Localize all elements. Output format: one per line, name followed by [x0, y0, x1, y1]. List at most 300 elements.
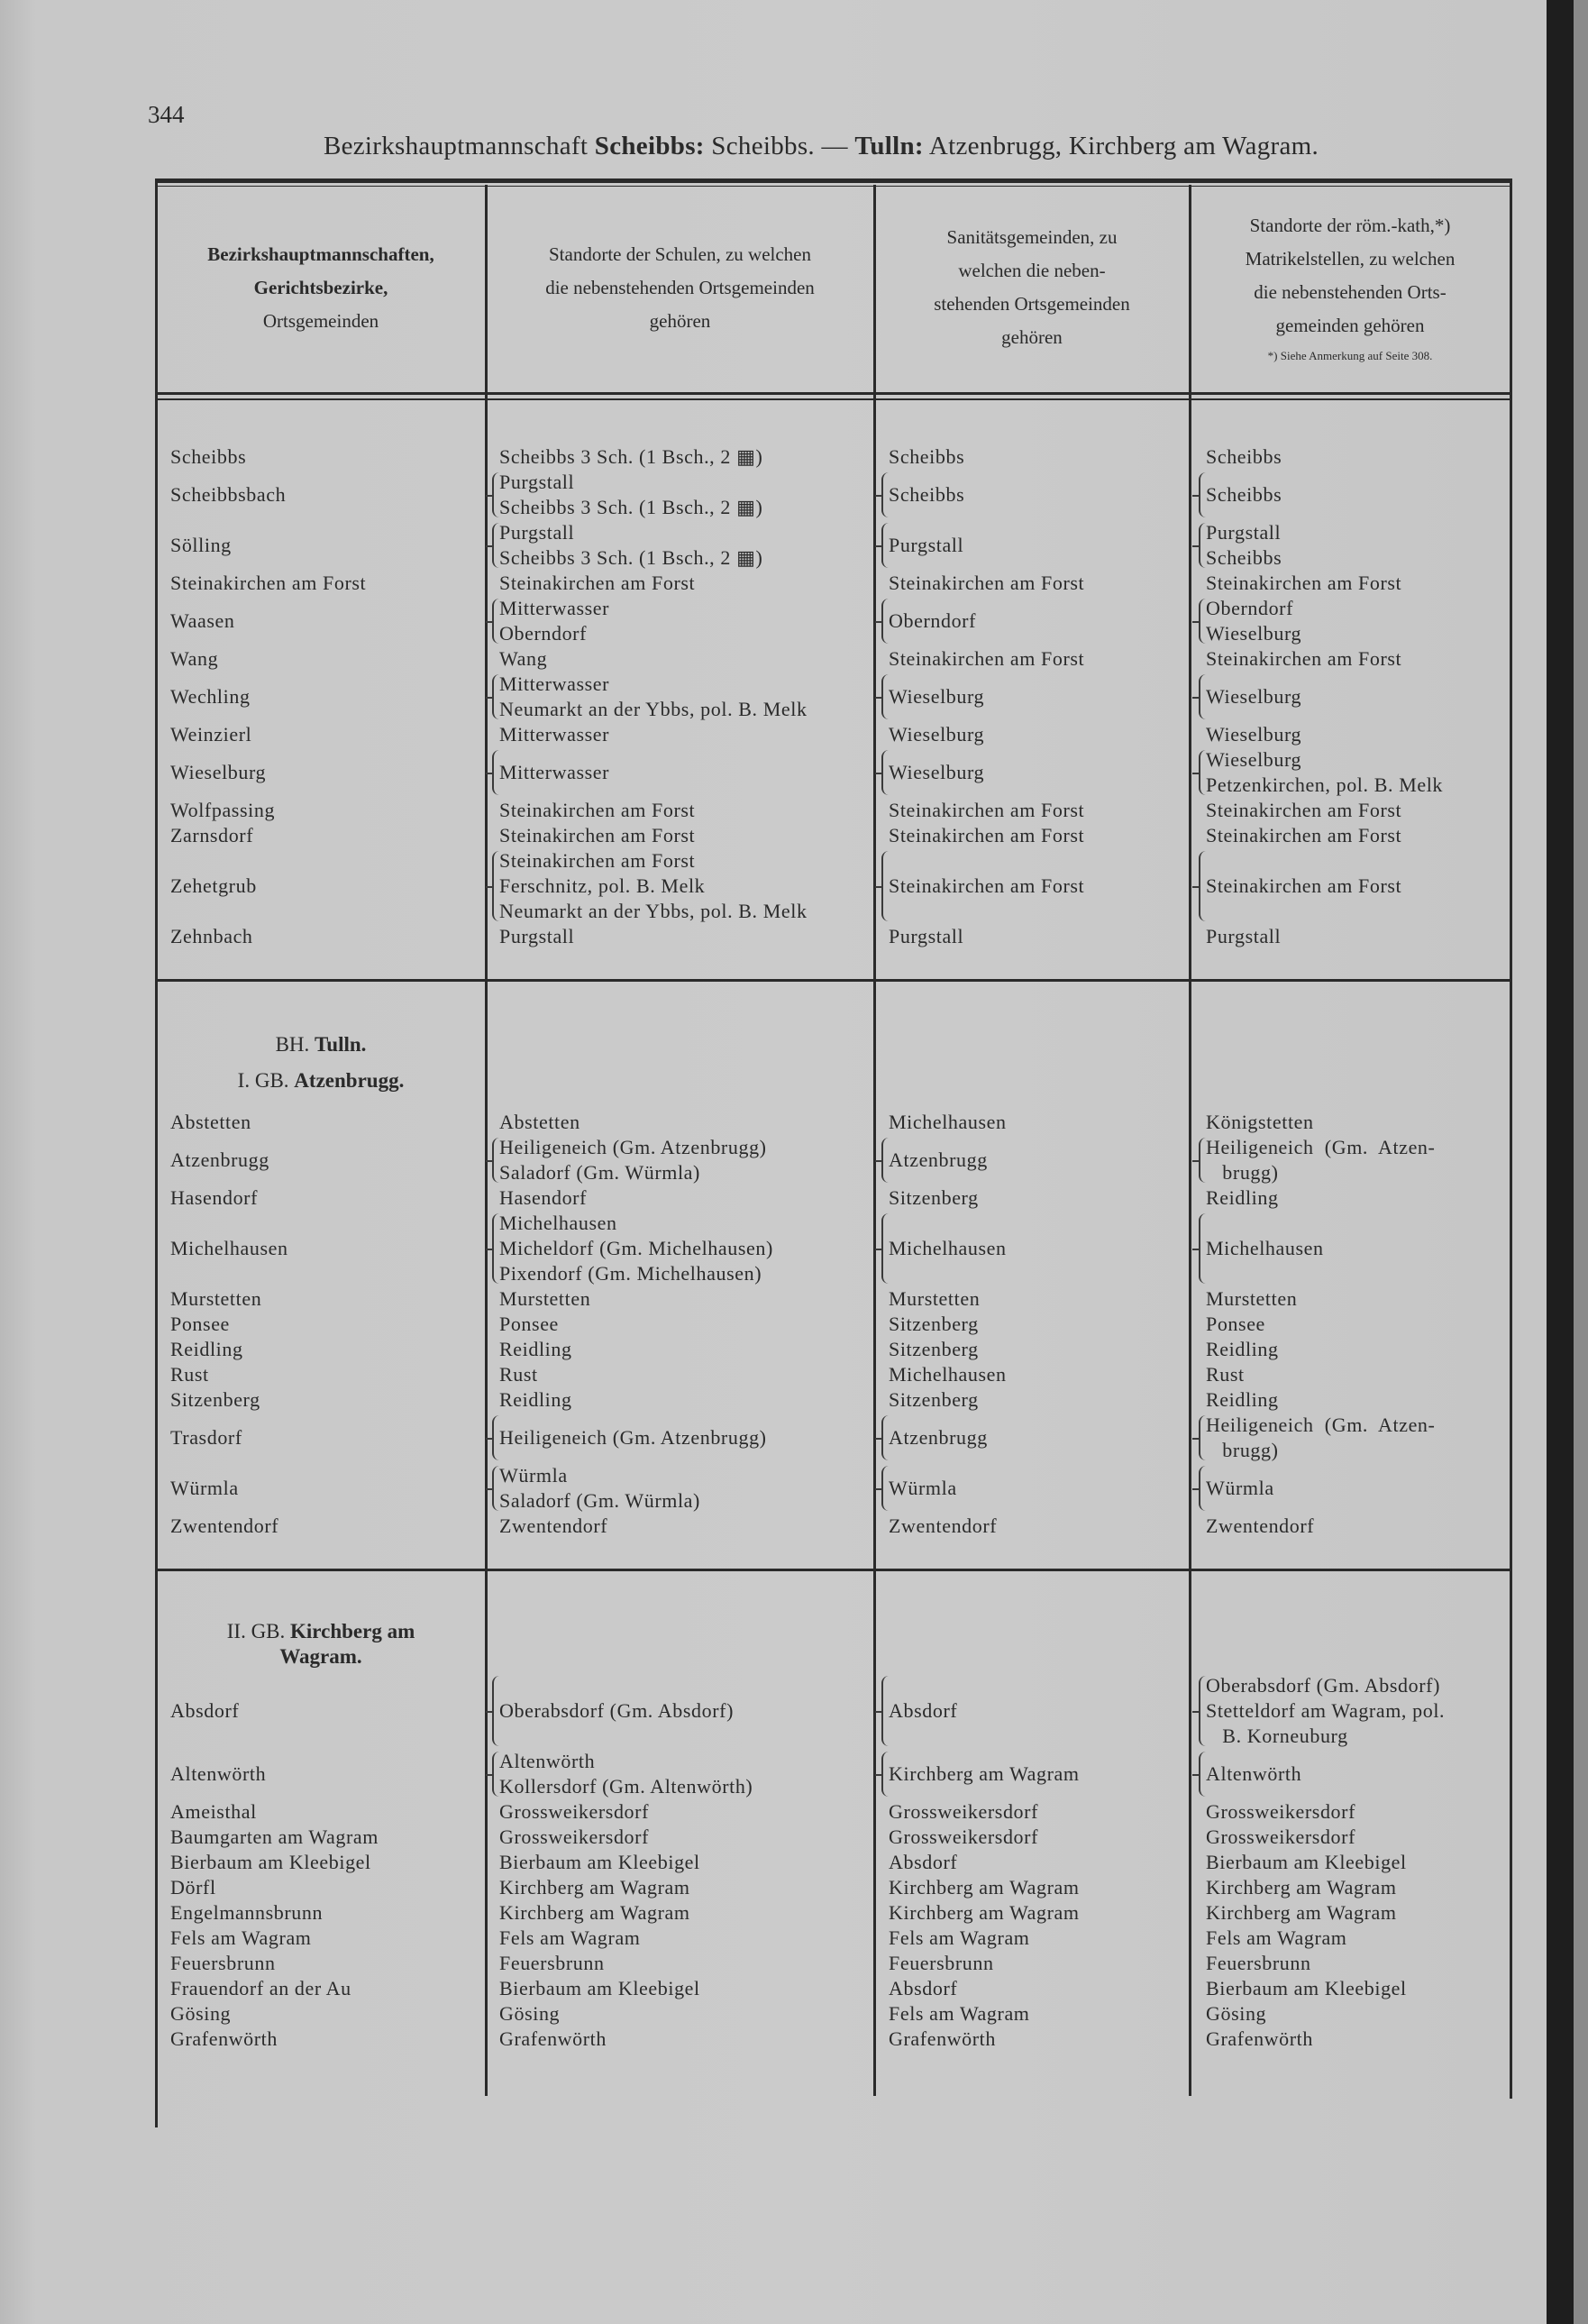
cell-ortsgemeinde	[170, 1185, 258, 1211]
cell-line: Ferschnitz, pol. B. Melk	[499, 874, 706, 897]
brace-icon	[881, 1676, 890, 1746]
cell-matrikelstelle	[1206, 1362, 1245, 1387]
cell-schule	[499, 747, 609, 798]
cell-line: Oberndorf	[889, 609, 977, 632]
municipality-name: Reidling	[170, 1338, 243, 1360]
cell-line: Grossweikersdorf	[1206, 1800, 1356, 1823]
heading-prefix: BH.	[275, 1033, 315, 1056]
cell-line: Kirchberg am Wagram	[499, 1876, 690, 1899]
cell-schule	[499, 1312, 559, 1337]
brace-icon	[881, 599, 890, 644]
cell-ortsgemeinde	[170, 1926, 312, 1951]
cell-matrikelstelle	[1206, 470, 1282, 520]
cell-ortsgemeinde	[170, 2027, 278, 2052]
cell-line: Zwentendorf	[889, 1514, 998, 1537]
table-row	[0, 1286, 1588, 1312]
cell-schule	[499, 1514, 607, 1539]
table-row	[0, 1413, 1588, 1463]
brace-icon	[492, 523, 501, 568]
municipality-name: Sitzenberg	[170, 1388, 260, 1411]
cell-line: Heiligeneich (Gm. Atzenbrugg)	[499, 1426, 767, 1449]
cell-matrikelstelle	[1206, 1673, 1445, 1749]
municipality-name: Feuersbrunn	[170, 1952, 276, 1974]
table-row	[0, 722, 1588, 747]
cell-line: Sitzenberg	[889, 1388, 979, 1411]
cell-line: Scheibbs	[889, 445, 965, 468]
table-row	[0, 1825, 1588, 1850]
cell-schule	[499, 646, 547, 672]
heading-name: Atzenbrugg.	[294, 1069, 405, 1092]
cell-line: Steinakirchen am Forst	[1206, 799, 1402, 821]
cell-line: Reidling	[1206, 1338, 1279, 1360]
header-line: welchen die neben-	[958, 260, 1106, 281]
cell-matrikelstelle	[1206, 747, 1443, 798]
table-row	[0, 646, 1588, 672]
brace-icon	[492, 1466, 501, 1511]
cell-matrikelstelle	[1206, 1900, 1397, 1926]
cell-ortsgemeinde	[170, 1749, 266, 1799]
header-line: stehenden Ortsgemeinden	[934, 293, 1130, 315]
table-row	[0, 444, 1588, 470]
brace-icon	[881, 1138, 890, 1183]
table-row	[0, 848, 1588, 924]
brace-icon	[1199, 472, 1208, 517]
cell-line: Kirchberg am Wagram	[1206, 1901, 1397, 1924]
cell-ortsgemeinde	[170, 1951, 276, 1976]
cell-line: Würmla	[889, 1477, 957, 1499]
cell-ortsgemeinde	[170, 596, 234, 646]
header-line: Ortsgemeinden	[262, 309, 379, 332]
cell-matrikelstelle	[1206, 1514, 1314, 1539]
cell-line: Bierbaum am Kleebigel	[499, 1851, 700, 1873]
cell-line: B. Korneuburg	[1206, 1725, 1348, 1747]
municipality-name: Zarnsdorf	[170, 824, 254, 846]
cell-line: Saladorf (Gm. Würmla)	[499, 1489, 700, 1512]
cell-line: Scheibbs	[1206, 483, 1282, 506]
table-row	[0, 1900, 1588, 1926]
cell-ortsgemeinde	[170, 571, 366, 596]
cell-sanitaetsgemeinde	[889, 1875, 1080, 1900]
municipality-name: Fels am Wagram	[170, 1926, 312, 1949]
cell-line: Stetteldorf am Wagram, pol.	[1206, 1699, 1446, 1722]
cell-sanitaetsgemeinde	[889, 924, 963, 949]
table-row	[0, 1387, 1588, 1413]
cell-line: Kirchberg am Wagram	[1206, 1876, 1397, 1899]
cell-line: Sitzenberg	[889, 1338, 979, 1360]
table-row	[0, 1749, 1588, 1799]
table-row	[0, 1135, 1588, 1185]
brace-icon	[1199, 851, 1208, 921]
cell-matrikelstelle	[1206, 1799, 1355, 1825]
cell-sanitaetsgemeinde	[889, 571, 1084, 596]
cell-schule	[499, 1110, 580, 1135]
cell-line: Würmla	[1206, 1477, 1274, 1499]
municipality-name: Gösing	[170, 2002, 232, 2025]
cell-line: Steinakirchen am Forst	[1206, 824, 1402, 846]
cell-line: Purgstall	[1206, 521, 1282, 544]
cell-sanitaetsgemeinde	[889, 1850, 957, 1875]
cell-ortsgemeinde	[170, 1286, 261, 1312]
cell-sanitaetsgemeinde	[889, 672, 984, 722]
section-divider	[156, 1569, 1511, 1571]
cell-line: Micheldorf (Gm. Michelhausen)	[499, 1237, 773, 1259]
cell-matrikelstelle	[1206, 571, 1401, 596]
municipality-name: Murstetten	[170, 1287, 262, 1310]
title-text: Scheibbs. —	[704, 132, 855, 160]
table-row	[0, 596, 1588, 646]
cell-sanitaetsgemeinde	[889, 1286, 980, 1312]
cell-ortsgemeinde	[170, 1875, 216, 1900]
cell-sanitaetsgemeinde	[889, 1514, 997, 1539]
cell-line: Bierbaum am Kleebigel	[1206, 1851, 1407, 1873]
cell-line: Reidling	[499, 1388, 572, 1411]
brace-icon	[492, 1415, 501, 1460]
cell-ortsgemeinde	[170, 848, 257, 924]
cell-line: Kirchberg am Wagram	[889, 1901, 1080, 1924]
municipality-name: Scheibbsbach	[170, 483, 287, 506]
cell-line: Michelhausen	[889, 1237, 1007, 1259]
municipality-name: Michelhausen	[170, 1237, 288, 1259]
table-row	[0, 1312, 1588, 1337]
header-line: gehören	[1001, 326, 1063, 348]
cell-ortsgemeinde	[170, 1362, 209, 1387]
cell-line: Oberabsdorf (Gm. Absdorf)	[499, 1699, 734, 1722]
cell-line: Wieselburg	[889, 761, 985, 783]
cell-line: Mitterwasser	[499, 761, 610, 783]
municipality-name: Zehnbach	[170, 925, 253, 947]
header-line: Standorte der Schulen, zu welchen	[549, 242, 811, 265]
cell-line: Heiligeneich (Gm. Atzen-	[1206, 1414, 1436, 1436]
table-row	[0, 823, 1588, 848]
cell-schule	[499, 1135, 767, 1185]
cell-matrikelstelle	[1206, 1850, 1407, 1875]
cell-schule	[499, 1362, 538, 1387]
cell-line: Purgstall	[889, 534, 964, 556]
brace-icon	[492, 1213, 501, 1284]
municipality-name: Zwentendorf	[170, 1514, 279, 1537]
municipality-name: Frauendorf an der Au	[170, 1977, 351, 1999]
cell-line: Petzenkirchen, pol. B. Melk	[1206, 773, 1444, 796]
cell-line: Absdorf	[889, 1851, 958, 1873]
page-number: 344	[148, 101, 185, 128]
cell-line: Steinakirchen am Forst	[889, 572, 1085, 594]
cell-schule	[499, 1337, 572, 1362]
cell-ortsgemeinde	[170, 1799, 257, 1825]
municipality-name: Baumgarten am Wagram	[170, 1825, 379, 1848]
cell-sanitaetsgemeinde	[889, 1312, 979, 1337]
title-bold: Tulln:	[854, 132, 924, 160]
cell-schule	[499, 520, 762, 571]
cell-line: Scheibbs 3 Sch. (1 Bsch., 2 ▦)	[499, 445, 763, 468]
brace-icon	[881, 523, 890, 568]
municipality-name: Wang	[170, 647, 219, 670]
brace-icon	[492, 472, 501, 517]
cell-line: Rust	[499, 1363, 538, 1386]
cell-line: Michelhausen	[889, 1363, 1007, 1386]
cell-sanitaetsgemeinde	[889, 823, 1084, 848]
cell-line: Steinakirchen am Forst	[499, 849, 696, 872]
municipality-name: Abstetten	[170, 1111, 251, 1133]
municipality-name: Trasdorf	[170, 1426, 242, 1449]
municipality-name: Atzenbrugg	[170, 1148, 269, 1171]
cell-line: Sitzenberg	[889, 1186, 979, 1209]
heading-name: Tulln.	[315, 1033, 367, 1056]
municipality-name: Dörfl	[170, 1876, 216, 1899]
page-title	[0, 132, 1588, 161]
cell-matrikelstelle	[1206, 1387, 1279, 1413]
cell-matrikelstelle	[1206, 1312, 1265, 1337]
cell-schule	[499, 722, 609, 747]
cell-matrikelstelle	[1206, 672, 1301, 722]
cell-schule	[499, 924, 574, 949]
cell-ortsgemeinde	[170, 1110, 251, 1135]
cell-matrikelstelle	[1206, 520, 1282, 571]
municipality-name: Hasendorf	[170, 1186, 259, 1209]
cell-schule	[499, 1286, 590, 1312]
table-row	[0, 1463, 1588, 1514]
cell-schule	[499, 1951, 605, 1976]
cell-sanitaetsgemeinde	[889, 848, 1084, 924]
cell-schule	[499, 571, 695, 596]
municipality-name: Grafenwörth	[170, 2027, 278, 2050]
cell-ortsgemeinde	[170, 798, 275, 823]
cell-line: Murstetten	[889, 1287, 981, 1310]
heading-name: Kirchberg am	[290, 1620, 415, 1642]
cell-matrikelstelle	[1206, 596, 1301, 646]
cell-matrikelstelle	[1206, 1337, 1279, 1362]
brace-icon	[492, 750, 501, 795]
cell-matrikelstelle	[1206, 924, 1281, 949]
header-col-schulen	[488, 185, 872, 390]
cell-schule	[499, 672, 808, 722]
cell-matrikelstelle	[1206, 1286, 1297, 1312]
header-line: gehören	[649, 309, 711, 332]
cell-line: Murstetten	[499, 1287, 591, 1310]
cell-line: Grossweikersdorf	[1206, 1825, 1356, 1848]
table-row	[0, 1337, 1588, 1362]
cell-sanitaetsgemeinde	[889, 1413, 988, 1463]
cell-sanitaetsgemeinde	[889, 1825, 1038, 1850]
cell-line: Steinakirchen am Forst	[1206, 572, 1402, 594]
cell-matrikelstelle	[1206, 1413, 1435, 1463]
cell-line: Reidling	[1206, 1186, 1279, 1209]
heading-prefix: II. GB.	[226, 1620, 291, 1642]
heading-prefix: I. GB.	[237, 1069, 295, 1092]
cell-line: Ponsee	[1206, 1313, 1265, 1335]
cell-line: Michelhausen	[499, 1212, 617, 1234]
section-heading	[156, 1645, 486, 1669]
cell-line: Atzenbrugg	[889, 1426, 988, 1449]
cell-schule	[499, 1850, 700, 1875]
header-col-ortsgemeinden	[158, 185, 484, 390]
table-row	[0, 1951, 1588, 1976]
cell-sanitaetsgemeinde	[889, 1976, 957, 2001]
cell-line: Oberndorf	[499, 622, 588, 645]
cell-matrikelstelle	[1206, 1110, 1314, 1135]
cell-line: brugg)	[1206, 1161, 1279, 1184]
cell-schule	[499, 1749, 753, 1799]
cell-line: Kirchberg am Wagram	[889, 1762, 1080, 1785]
cell-ortsgemeinde	[170, 823, 253, 848]
cell-line: Fels am Wagram	[1206, 1926, 1347, 1949]
cell-matrikelstelle	[1206, 1185, 1279, 1211]
section-divider	[156, 979, 1511, 982]
header-line: die nebenstehenden Orts-	[1254, 281, 1447, 303]
cell-ortsgemeinde	[170, 1312, 230, 1337]
cell-schule	[499, 2027, 607, 2052]
cell-schule	[499, 2001, 560, 2027]
municipality-name: Ponsee	[170, 1313, 230, 1335]
cell-sanitaetsgemeinde	[889, 1211, 1007, 1286]
section-heading	[156, 1069, 486, 1093]
cell-matrikelstelle	[1206, 2027, 1313, 2052]
cell-line: Wieselburg	[1206, 622, 1302, 645]
municipality-name: Sölling	[170, 534, 232, 556]
cell-sanitaetsgemeinde	[889, 444, 964, 470]
header-bottom-rule	[156, 392, 1511, 395]
brace-icon	[1199, 674, 1208, 719]
cell-matrikelstelle	[1206, 1951, 1311, 1976]
cell-line: Steinakirchen am Forst	[499, 572, 696, 594]
cell-line: Abstetten	[499, 1111, 580, 1133]
cell-schule	[499, 1926, 641, 1951]
cell-ortsgemeinde	[170, 924, 253, 949]
title-bold: Scheibbs:	[594, 132, 705, 160]
brace-icon	[492, 851, 501, 921]
cell-ortsgemeinde	[170, 2001, 231, 2027]
table-row	[0, 1110, 1588, 1135]
cell-line: Kollersdorf (Gm. Altenwörth)	[499, 1775, 753, 1798]
cell-ortsgemeinde	[170, 444, 246, 470]
header-bottom-rule-thin	[156, 398, 1511, 400]
cell-line: Sitzenberg	[889, 1313, 979, 1335]
cell-sanitaetsgemeinde	[889, 1337, 979, 1362]
cell-matrikelstelle	[1206, 823, 1401, 848]
cell-sanitaetsgemeinde	[889, 1673, 957, 1749]
cell-line: Grafenwörth	[499, 2027, 607, 2050]
cell-sanitaetsgemeinde	[889, 520, 963, 571]
cell-schule	[499, 1875, 690, 1900]
cell-matrikelstelle	[1206, 722, 1301, 747]
cell-line: Grafenwörth	[1206, 2027, 1313, 2050]
cell-matrikelstelle	[1206, 1463, 1274, 1514]
cell-line: Wieselburg	[889, 685, 985, 708]
cell-line: Feuersbrunn	[889, 1952, 994, 1974]
cell-line: Grossweikersdorf	[889, 1800, 1039, 1823]
heading-name: Wagram.	[279, 1645, 362, 1668]
municipality-name: Engelmannsbrunn	[170, 1901, 324, 1924]
cell-line: Purgstall	[499, 521, 575, 544]
cell-line: Bierbaum am Kleebigel	[1206, 1977, 1407, 1999]
table-row	[0, 1799, 1588, 1825]
cell-schule	[499, 470, 762, 520]
cell-sanitaetsgemeinde	[889, 1926, 1030, 1951]
brace-icon	[492, 1676, 501, 1746]
cell-ortsgemeinde	[170, 1211, 288, 1286]
cell-schule	[499, 596, 609, 646]
cell-line: Purgstall	[499, 925, 575, 947]
table-top-rule	[156, 178, 1511, 183]
municipality-name: Weinzierl	[170, 723, 252, 746]
cell-ortsgemeinde	[170, 672, 251, 722]
cell-schule	[499, 1185, 587, 1211]
cell-line: Wang	[499, 647, 548, 670]
cell-matrikelstelle	[1206, 1135, 1435, 1185]
cell-line: Michelhausen	[1206, 1237, 1324, 1259]
table-row	[0, 2001, 1588, 2027]
brace-icon	[1199, 599, 1208, 644]
section-heading	[156, 1033, 486, 1057]
cell-line: Grossweikersdorf	[499, 1825, 650, 1848]
cell-sanitaetsgemeinde	[889, 1749, 1080, 1799]
cell-sanitaetsgemeinde	[889, 2001, 1030, 2027]
cell-line: Kirchberg am Wagram	[499, 1901, 690, 1924]
cell-line: Altenwörth	[499, 1750, 596, 1772]
brace-icon	[881, 750, 890, 795]
cell-line: Steinakirchen am Forst	[889, 874, 1085, 897]
header-footnote: *) Siehe Anmerkung auf Seite 308.	[1267, 349, 1433, 362]
cell-matrikelstelle	[1206, 1211, 1324, 1286]
municipality-name: Steinakirchen am Forst	[170, 572, 367, 594]
table-row	[0, 1673, 1588, 1749]
municipality-name: Würmla	[170, 1477, 239, 1499]
cell-line: Scheibbs	[889, 483, 965, 506]
table-row	[0, 747, 1588, 798]
cell-line: Steinakirchen am Forst	[1206, 647, 1402, 670]
municipality-name: Waasen	[170, 609, 235, 632]
cell-line: Michelhausen	[889, 1111, 1007, 1133]
cell-line: Scheibbs	[1206, 546, 1282, 569]
municipality-name: Wieselburg	[170, 761, 267, 783]
brace-icon	[1199, 750, 1208, 795]
cell-line: Steinakirchen am Forst	[499, 824, 696, 846]
cell-matrikelstelle	[1206, 1825, 1355, 1850]
cell-matrikelstelle	[1206, 848, 1401, 924]
cell-line: Gösing	[499, 2002, 561, 2025]
cell-line: Absdorf	[889, 1977, 958, 1999]
table-row	[0, 2027, 1588, 2052]
cell-ortsgemeinde	[170, 1825, 379, 1850]
cell-sanitaetsgemeinde	[889, 646, 1084, 672]
table-row	[0, 924, 1588, 949]
cell-schule	[499, 444, 762, 470]
header-line: die nebenstehenden Ortsgemeinden	[545, 276, 815, 298]
cell-line: Feuersbrunn	[499, 1952, 605, 1974]
cell-ortsgemeinde	[170, 1413, 242, 1463]
header-line: Standorte der röm.-kath,*)	[1249, 215, 1451, 236]
cell-ortsgemeinde	[170, 1900, 323, 1926]
cell-ortsgemeinde	[170, 747, 266, 798]
brace-icon	[1199, 1676, 1208, 1746]
cell-sanitaetsgemeinde	[889, 596, 976, 646]
cell-line: Steinakirchen am Forst	[889, 799, 1085, 821]
header-col-matrikelstellen	[1191, 185, 1509, 390]
cell-line: Wieselburg	[1206, 723, 1302, 746]
title-text: Bezirkshauptmannschaft	[323, 132, 595, 160]
cell-sanitaetsgemeinde	[889, 1135, 988, 1185]
municipality-name: Absdorf	[170, 1699, 240, 1722]
brace-icon	[881, 1415, 890, 1460]
cell-line: brugg)	[1206, 1439, 1279, 1461]
cell-sanitaetsgemeinde	[889, 1362, 1007, 1387]
brace-icon	[881, 674, 890, 719]
cell-ortsgemeinde	[170, 722, 251, 747]
cell-line: Scheibbs 3 Sch. (1 Bsch., 2 ▦)	[499, 496, 763, 518]
cell-sanitaetsgemeinde	[889, 1185, 979, 1211]
cell-line: Grafenwörth	[889, 2027, 996, 2050]
cell-ortsgemeinde	[170, 646, 218, 672]
cell-sanitaetsgemeinde	[889, 1799, 1038, 1825]
